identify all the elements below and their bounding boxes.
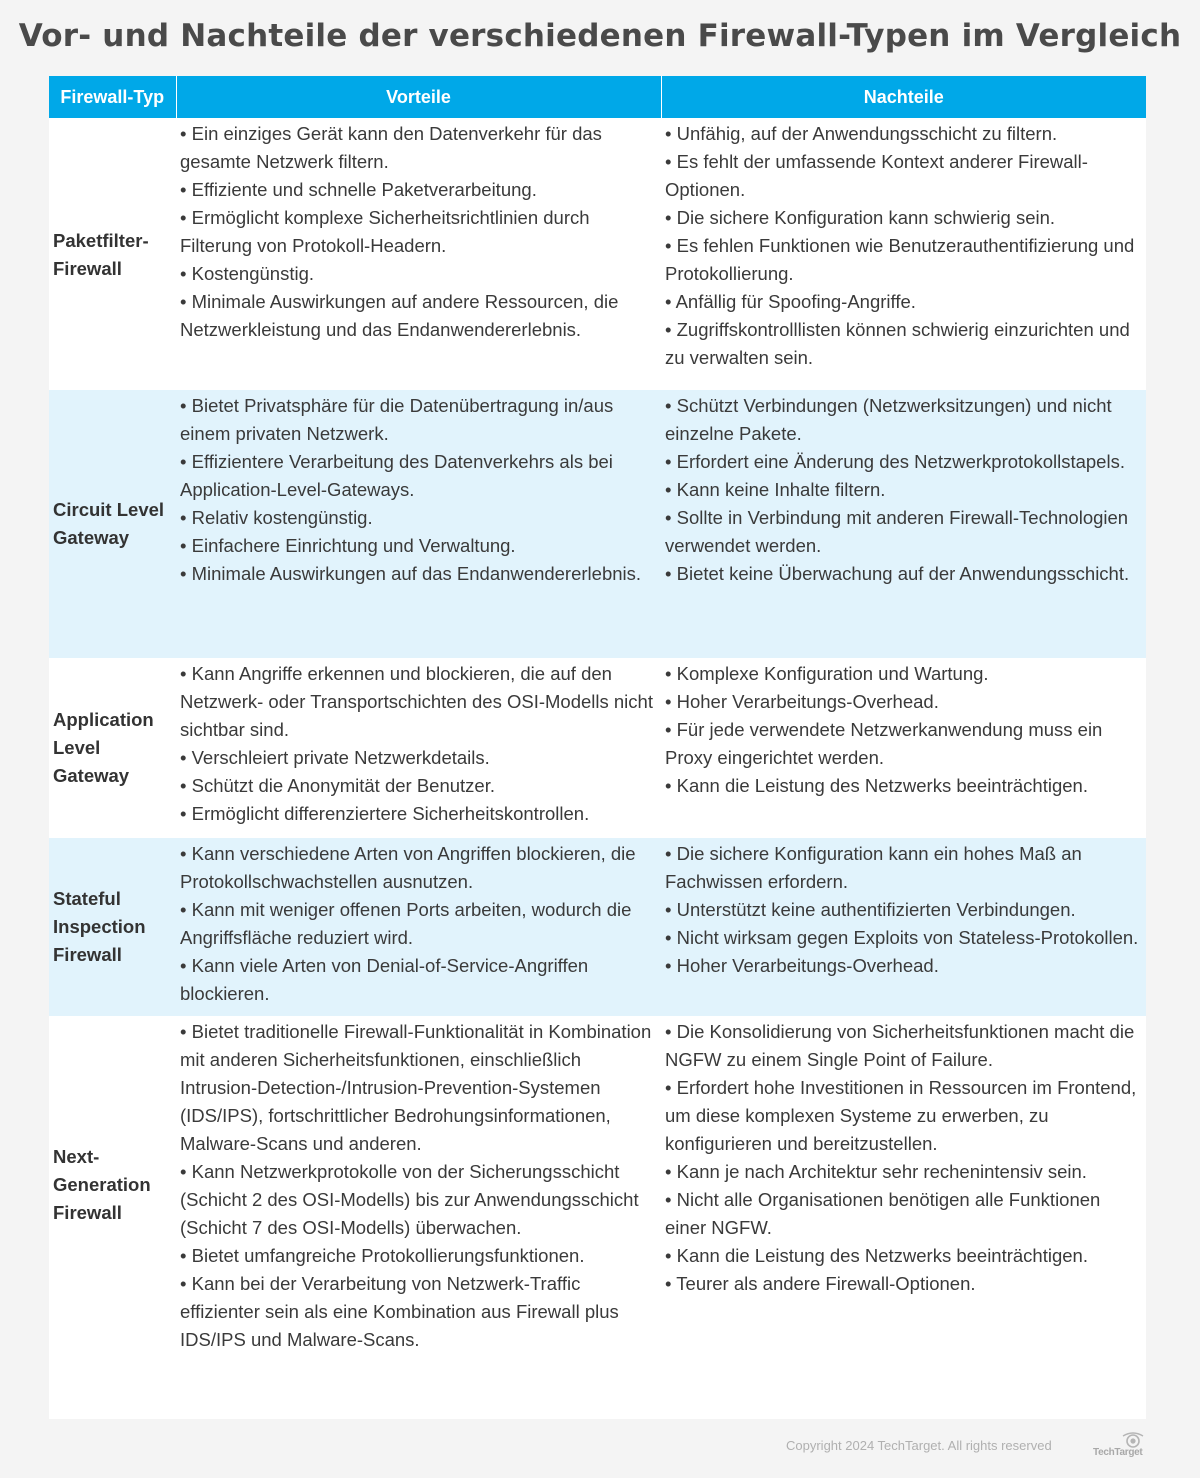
con-item: • Die sichere Konfiguration kann schwierig sein. (665, 207, 1056, 228)
con-item: • Kann die Leistung des Netzwerks beeinträchtigen. (665, 775, 1088, 796)
con-item: • Kann keine Inhalte filtern. (665, 479, 886, 500)
table-row (49, 838, 1146, 1016)
pro-item: • Kann viele Arten von Denial-of-Service-Angriffen blockieren. (180, 955, 589, 1004)
pro-item: • Ermöglicht differenziertere Sicherheitskontrollen. (180, 803, 590, 824)
pros-cell (176, 838, 661, 1016)
pro-item: • Bietet umfangreiche Protokollierungsfunktionen. (180, 1245, 585, 1266)
pros-cell (176, 658, 661, 838)
pro-item: • Kann Angriffe erkennen und blockieren, die auf den Netzwerk- oder Transportschichten des OSI-Modells nicht sichtbar sind. (180, 663, 653, 740)
page-title: Vor- und Nachteile der verschiedenen Firewall-Typen im Vergleich (18, 18, 1182, 54)
pro-item: • Relativ kostengünstig. (180, 507, 373, 528)
con-item: • Zugriffskontrolllisten können schwierig einzurichten und zu verwalten sein. (665, 319, 1130, 368)
firewall-type-cell: Stateful Inspection Firewall (49, 838, 176, 1016)
pro-item: • Ein einziges Gerät kann den Datenverkehr für das gesamte Netzwerk filtern. (180, 123, 602, 172)
table-row (49, 1016, 1146, 1354)
pro-item: • Kostengünstig. (180, 263, 315, 284)
firewall-type-cell: Next-Generation Firewall (53, 1146, 151, 1223)
pro-item: • Bietet traditionelle Firewall-Funktionalität in Kombination mit anderen Sicherheitsfunktionen, einschließlich Intrusion-Detection-/Intrusion-Prevention-Systemen (IDS/IPS), fortschrittlicher Bedrohungsinformationen, Malware-Scans und anderen. (180, 1021, 652, 1154)
firewall-type-cell: Circuit Level Gateway (49, 390, 176, 658)
table-row (49, 118, 1146, 390)
pro-item: • Kann Netzwerkprotokolle von der Sicherungsschicht (Schicht 2 des OSI-Modells) bis zur Anwendungsschicht (Schicht 7 des OSI-Modells) überwachen. (180, 1161, 639, 1238)
con-item: • Teurer als andere Firewall-Optionen. (665, 1273, 976, 1294)
techtarget-logo (1093, 1432, 1149, 1462)
cons-cell (661, 838, 1146, 1016)
con-item: • Die sichere Konfiguration kann ein hohes Maß an Fachwissen erfordern. (665, 843, 1082, 892)
con-item: • Kann die Leistung des Netzwerks beeinträchtigen. (665, 1245, 1088, 1266)
con-item: • Die Konsolidierung von Sicherheitsfunktionen macht die NGFW zu einem Single Point of Failure. (665, 1021, 1135, 1070)
pro-item: • Einfachere Einrichtung und Verwaltung. (180, 535, 516, 556)
pro-item: • Effizientere Verarbeitung des Datenverkehrs als bei Application-Level-Gateways. (180, 451, 613, 500)
pro-item: • Ermöglicht komplexe Sicherheitsrichtlinien durch Filterung von Protokoll-Headern. (180, 207, 590, 256)
comparison-panel (49, 76, 1146, 1419)
con-item: • Erfordert hohe Investitionen in Ressourcen im Frontend, um diese komplexen Systeme zu erwerben, zu konfigurieren und bereitzustellen. (665, 1077, 1137, 1154)
logo-text: TechTarget (1093, 1447, 1143, 1458)
con-item: • Komplexe Konfiguration und Wartung. (665, 663, 989, 684)
pro-item: • Kann verschiedene Arten von Angriffen blockieren, die Protokollschwachstellen ausnutzen. (180, 843, 636, 892)
eye-icon (1093, 1432, 1149, 1448)
pro-item: • Minimale Auswirkungen auf andere Ressourcen, die Netzwerkleistung und das Endanwendererlebnis. (180, 291, 619, 340)
con-item: • Es fehlt der umfassende Kontext anderer Firewall-Optionen. (665, 151, 1088, 200)
firewall-type-cell: Application Level Gateway (53, 709, 154, 786)
con-item: • Nicht alle Organisationen benötigen alle Funktionen einer NGFW. (665, 1189, 1101, 1238)
con-item: • Anfällig für Spoofing-Angriffe. (665, 291, 916, 312)
pro-item: • Schützt die Anonymität der Benutzer. (180, 775, 495, 796)
cons-cell (661, 390, 1146, 658)
table-row (49, 658, 1146, 838)
header-cons: Nachteile (661, 76, 1146, 118)
con-item: • Schützt Verbindungen (Netzwerksitzungen) und nicht einzelne Pakete. (665, 395, 1112, 444)
con-item: • Hoher Verarbeitungs-Overhead. (665, 691, 939, 712)
header-pros: Vorteile (176, 76, 661, 118)
header-row (49, 76, 1146, 118)
con-item: • Unfähig, auf der Anwendungsschicht zu filtern. (665, 123, 1058, 144)
con-item: • Für jede verwendete Netzwerkanwendung muss ein Proxy eingerichtet werden. (665, 719, 1103, 768)
con-item: • Hoher Verarbeitungs-Overhead. (665, 955, 939, 976)
pro-item: • Kann mit weniger offenen Ports arbeiten, wodurch die Angriffsfläche reduziert wird. (180, 899, 632, 948)
pro-item: • Kann bei der Verarbeitung von Netzwerk-Traffic effizienter sein als eine Kombination aus Firewall plus IDS/IPS und Malware-Scans. (180, 1273, 619, 1350)
con-item: • Es fehlen Funktionen wie Benutzerauthentifizierung und Protokollierung. (665, 235, 1135, 284)
con-item: • Erfordert eine Änderung des Netzwerkprotokollstapels. (665, 451, 1125, 472)
pro-item: • Bietet Privatsphäre für die Datenübertragung in/aus einem privaten Netzwerk. (180, 395, 614, 444)
pros-cell (176, 118, 661, 390)
con-item: • Unterstützt keine authentifizierten Verbindungen. (665, 899, 1076, 920)
cons-cell (661, 1016, 1146, 1354)
pro-item: • Effiziente und schnelle Paketverarbeitung. (180, 179, 537, 200)
cons-cell (661, 118, 1146, 390)
pros-cell (176, 390, 661, 658)
cons-cell (661, 658, 1146, 838)
header-firewall-type: Firewall-Typ (49, 76, 176, 118)
firewall-type-cell: Paketfilter-Firewall (53, 230, 149, 279)
copyright-text: Copyright 2024 TechTarget. All rights reserved (786, 1438, 1052, 1453)
pro-item: • Verschleiert private Netzwerkdetails. (180, 747, 490, 768)
table-row (49, 390, 1146, 658)
con-item: • Nicht wirksam gegen Exploits von Stateless-Protokollen. (665, 927, 1139, 948)
comparison-table (49, 76, 1146, 1354)
con-item: • Kann je nach Architektur sehr rechenintensiv sein. (665, 1161, 1087, 1182)
con-item: • Sollte in Verbindung mit anderen Firewall-Technologien verwendet werden. (665, 507, 1129, 556)
con-item: • Bietet keine Überwachung auf der Anwendungsschicht. (665, 563, 1130, 584)
pro-item: • Minimale Auswirkungen auf das Endanwendererlebnis. (180, 563, 642, 584)
pros-cell (176, 1016, 661, 1354)
